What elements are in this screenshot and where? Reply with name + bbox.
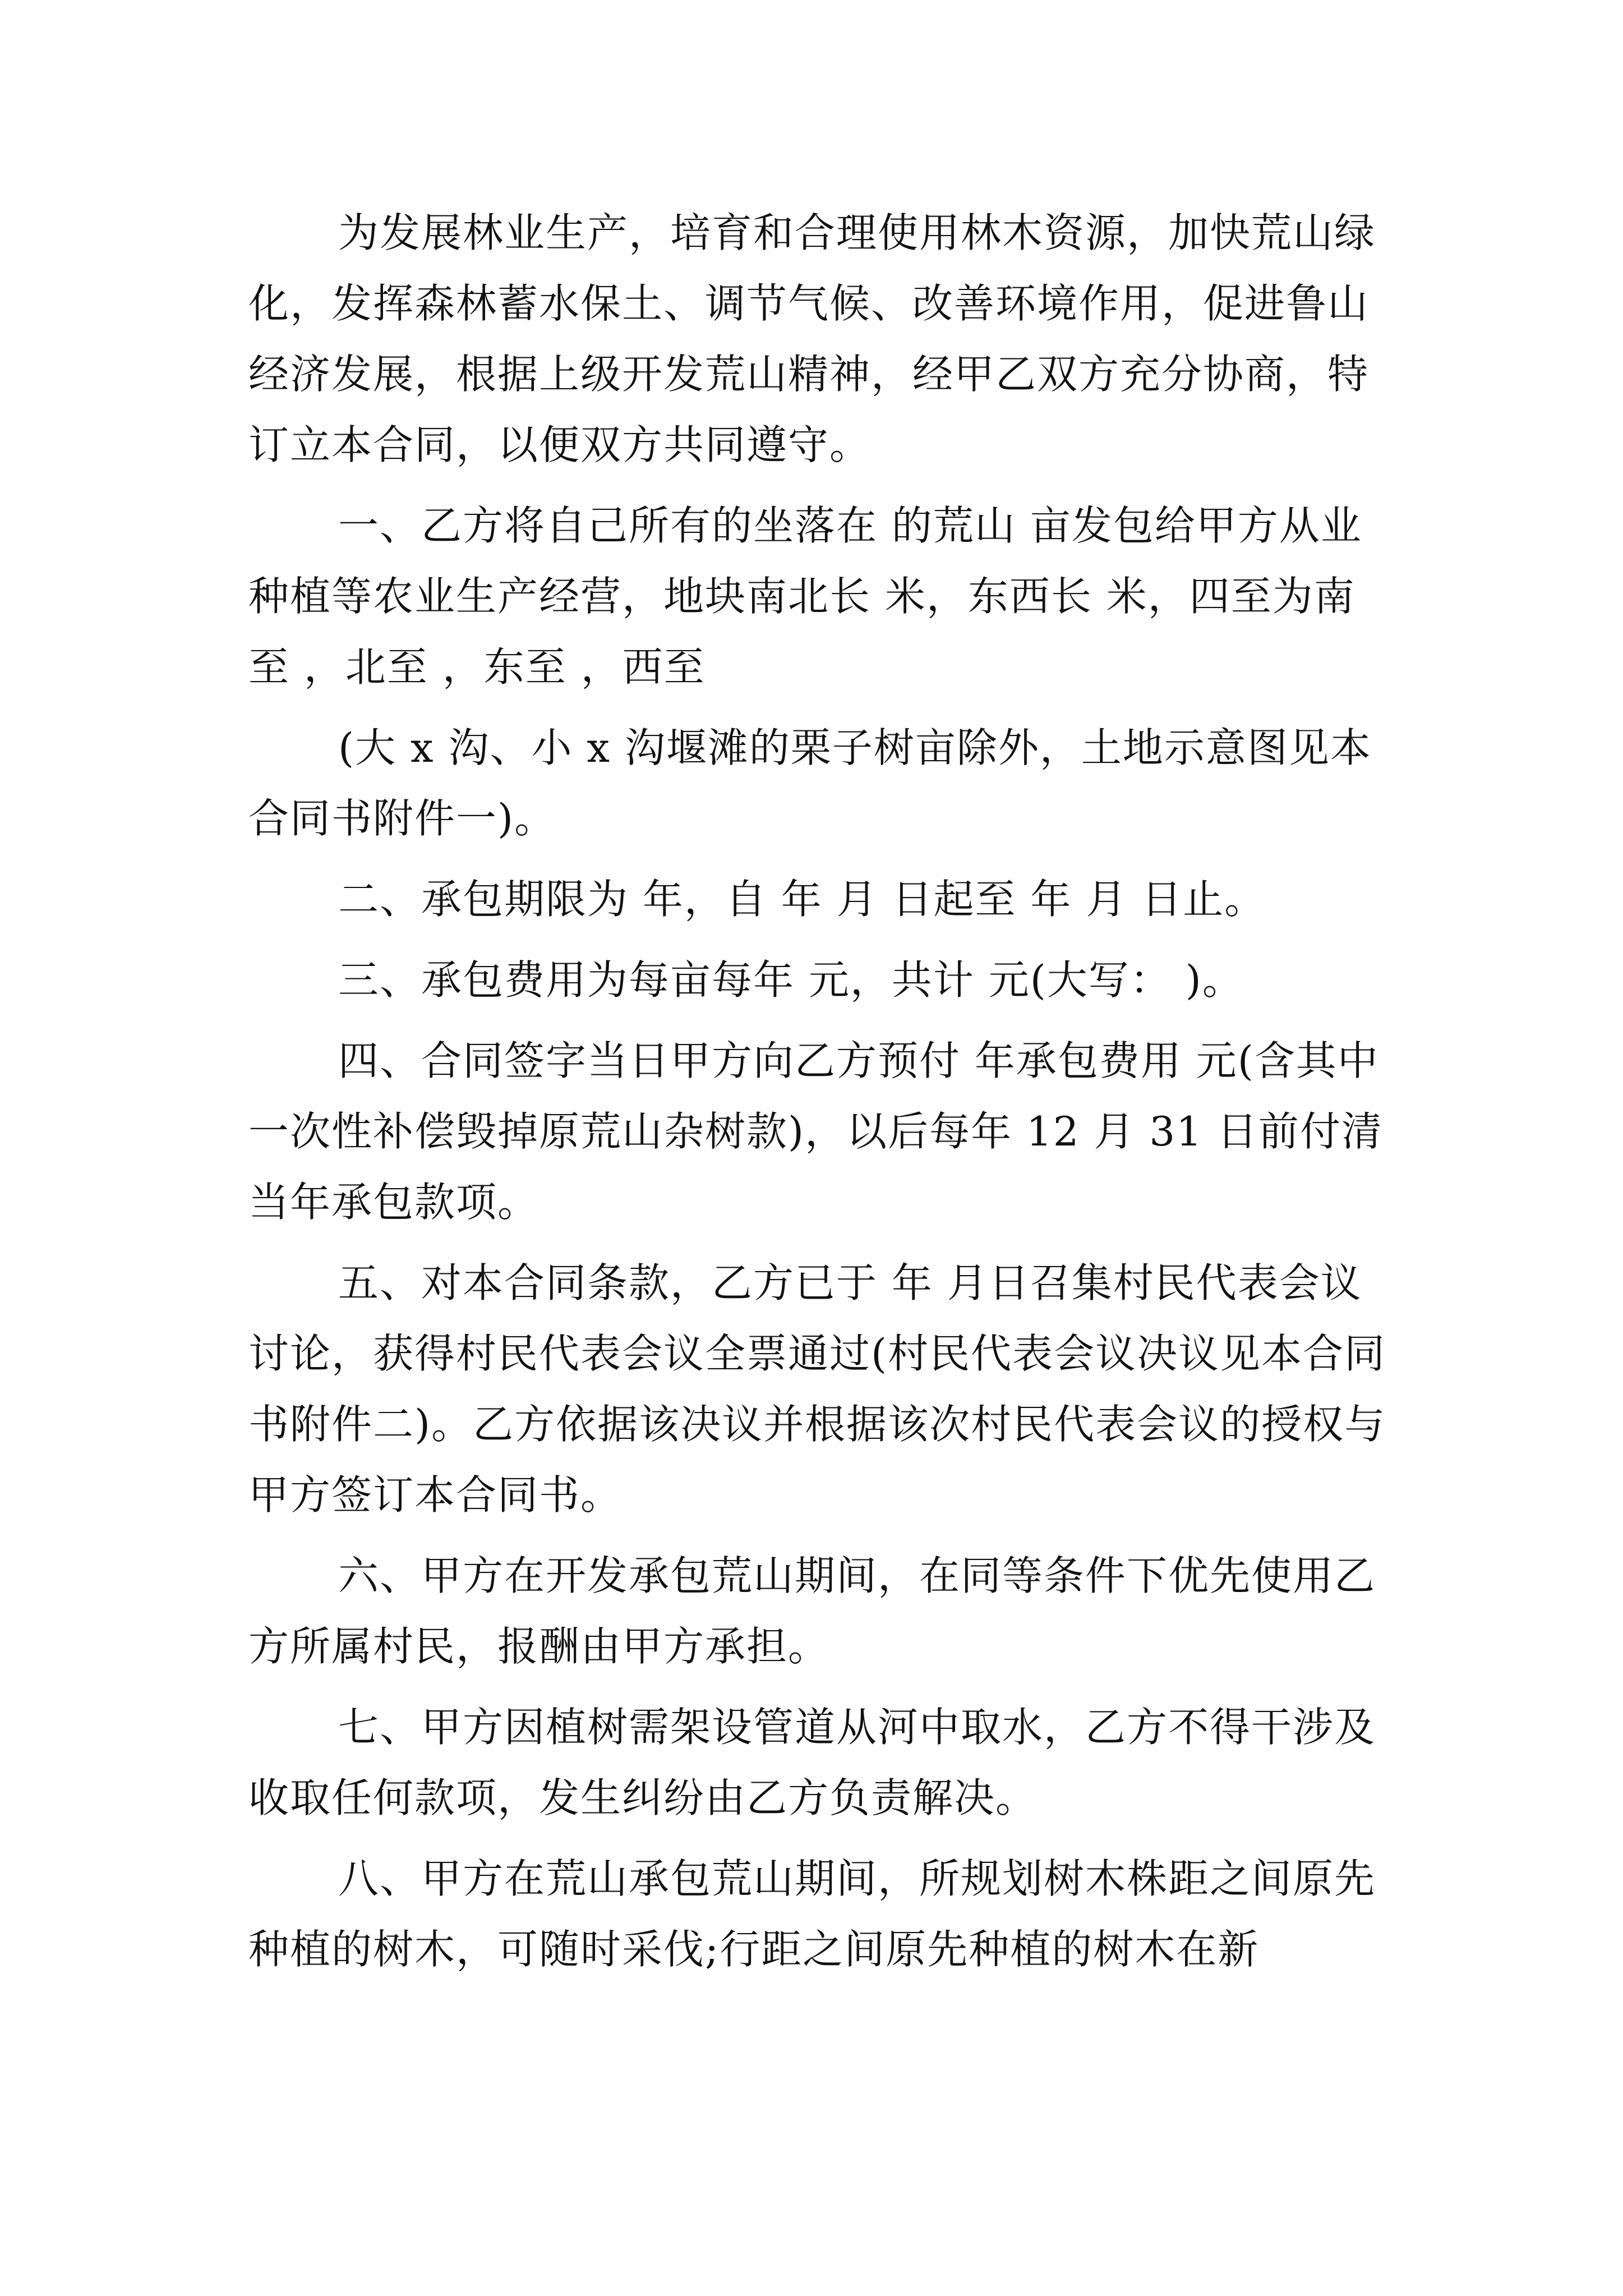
paragraph-clause-5: 五、对本合同条款，乙方已于 年 月日召集村民代表会议讨论，获得村民代表会议全票通过(村民代表会议决议见本合同书附件二)。乙方依据该决议并根据该次村民代表会议的授权与甲方签订本合同书。 <box>248 1259 1386 1519</box>
paragraph-clause-8: 八、甲方在荒山承包荒山期间，所规划树木株距之间原先种植的树木，可随时采伐;行距之间原先种植的树木在新 <box>248 1855 1376 1973</box>
paragraph-clause-2: 二、承包期限为 年，自 年 月 日起至 年 月 日止。 <box>338 876 1266 923</box>
paragraph-clause-6: 六、甲方在开发承包荒山期间，在同等条件下优先使用乙方所属村民，报酬由甲方承担。 <box>248 1552 1376 1670</box>
contract-body <box>248 197 1393 1995</box>
paragraph-clause-3: 三、承包费用为每亩每年 元，共计 元(大写： )。 <box>338 956 1244 1004</box>
paragraph-preamble: 为发展林业生产，培育和合理使用林木资源，加快荒山绿化，发挥森林蓄水保土、调节气候、改善环境作用，促进鲁山经济发展，根据上级开发荒山精神，经甲乙双方充分协商，特订立本合同，以便双方共同遵守。 <box>248 209 1376 468</box>
paragraph-clause-4: 四、合同签字当日甲方向乙方预付 年承包费用 元(含其中一次性补偿毁掉原荒山杂树款)，以后每年 12 月 31 日前付清当年承包款项。 <box>248 1037 1383 1226</box>
paragraph-clause-1-note: (大 x 沟、小 x 沟堰滩的栗子树亩除外，土地示意图见本合同书附件一)。 <box>248 724 1372 842</box>
paragraph-clause-7: 七、甲方因植树需架设管道从河中取水，乙方不得干涉及收取任何款项，发生纠纷由乙方负责解决。 <box>248 1704 1376 1821</box>
paragraph-clause-1: 一、乙方将自己所有的坐落在 的荒山 亩发包给甲方从业种植等农业生产经营，地块南北长 米，东西长 米，四至为南至 ，北至 ，东至 ，西至 <box>248 502 1362 691</box>
